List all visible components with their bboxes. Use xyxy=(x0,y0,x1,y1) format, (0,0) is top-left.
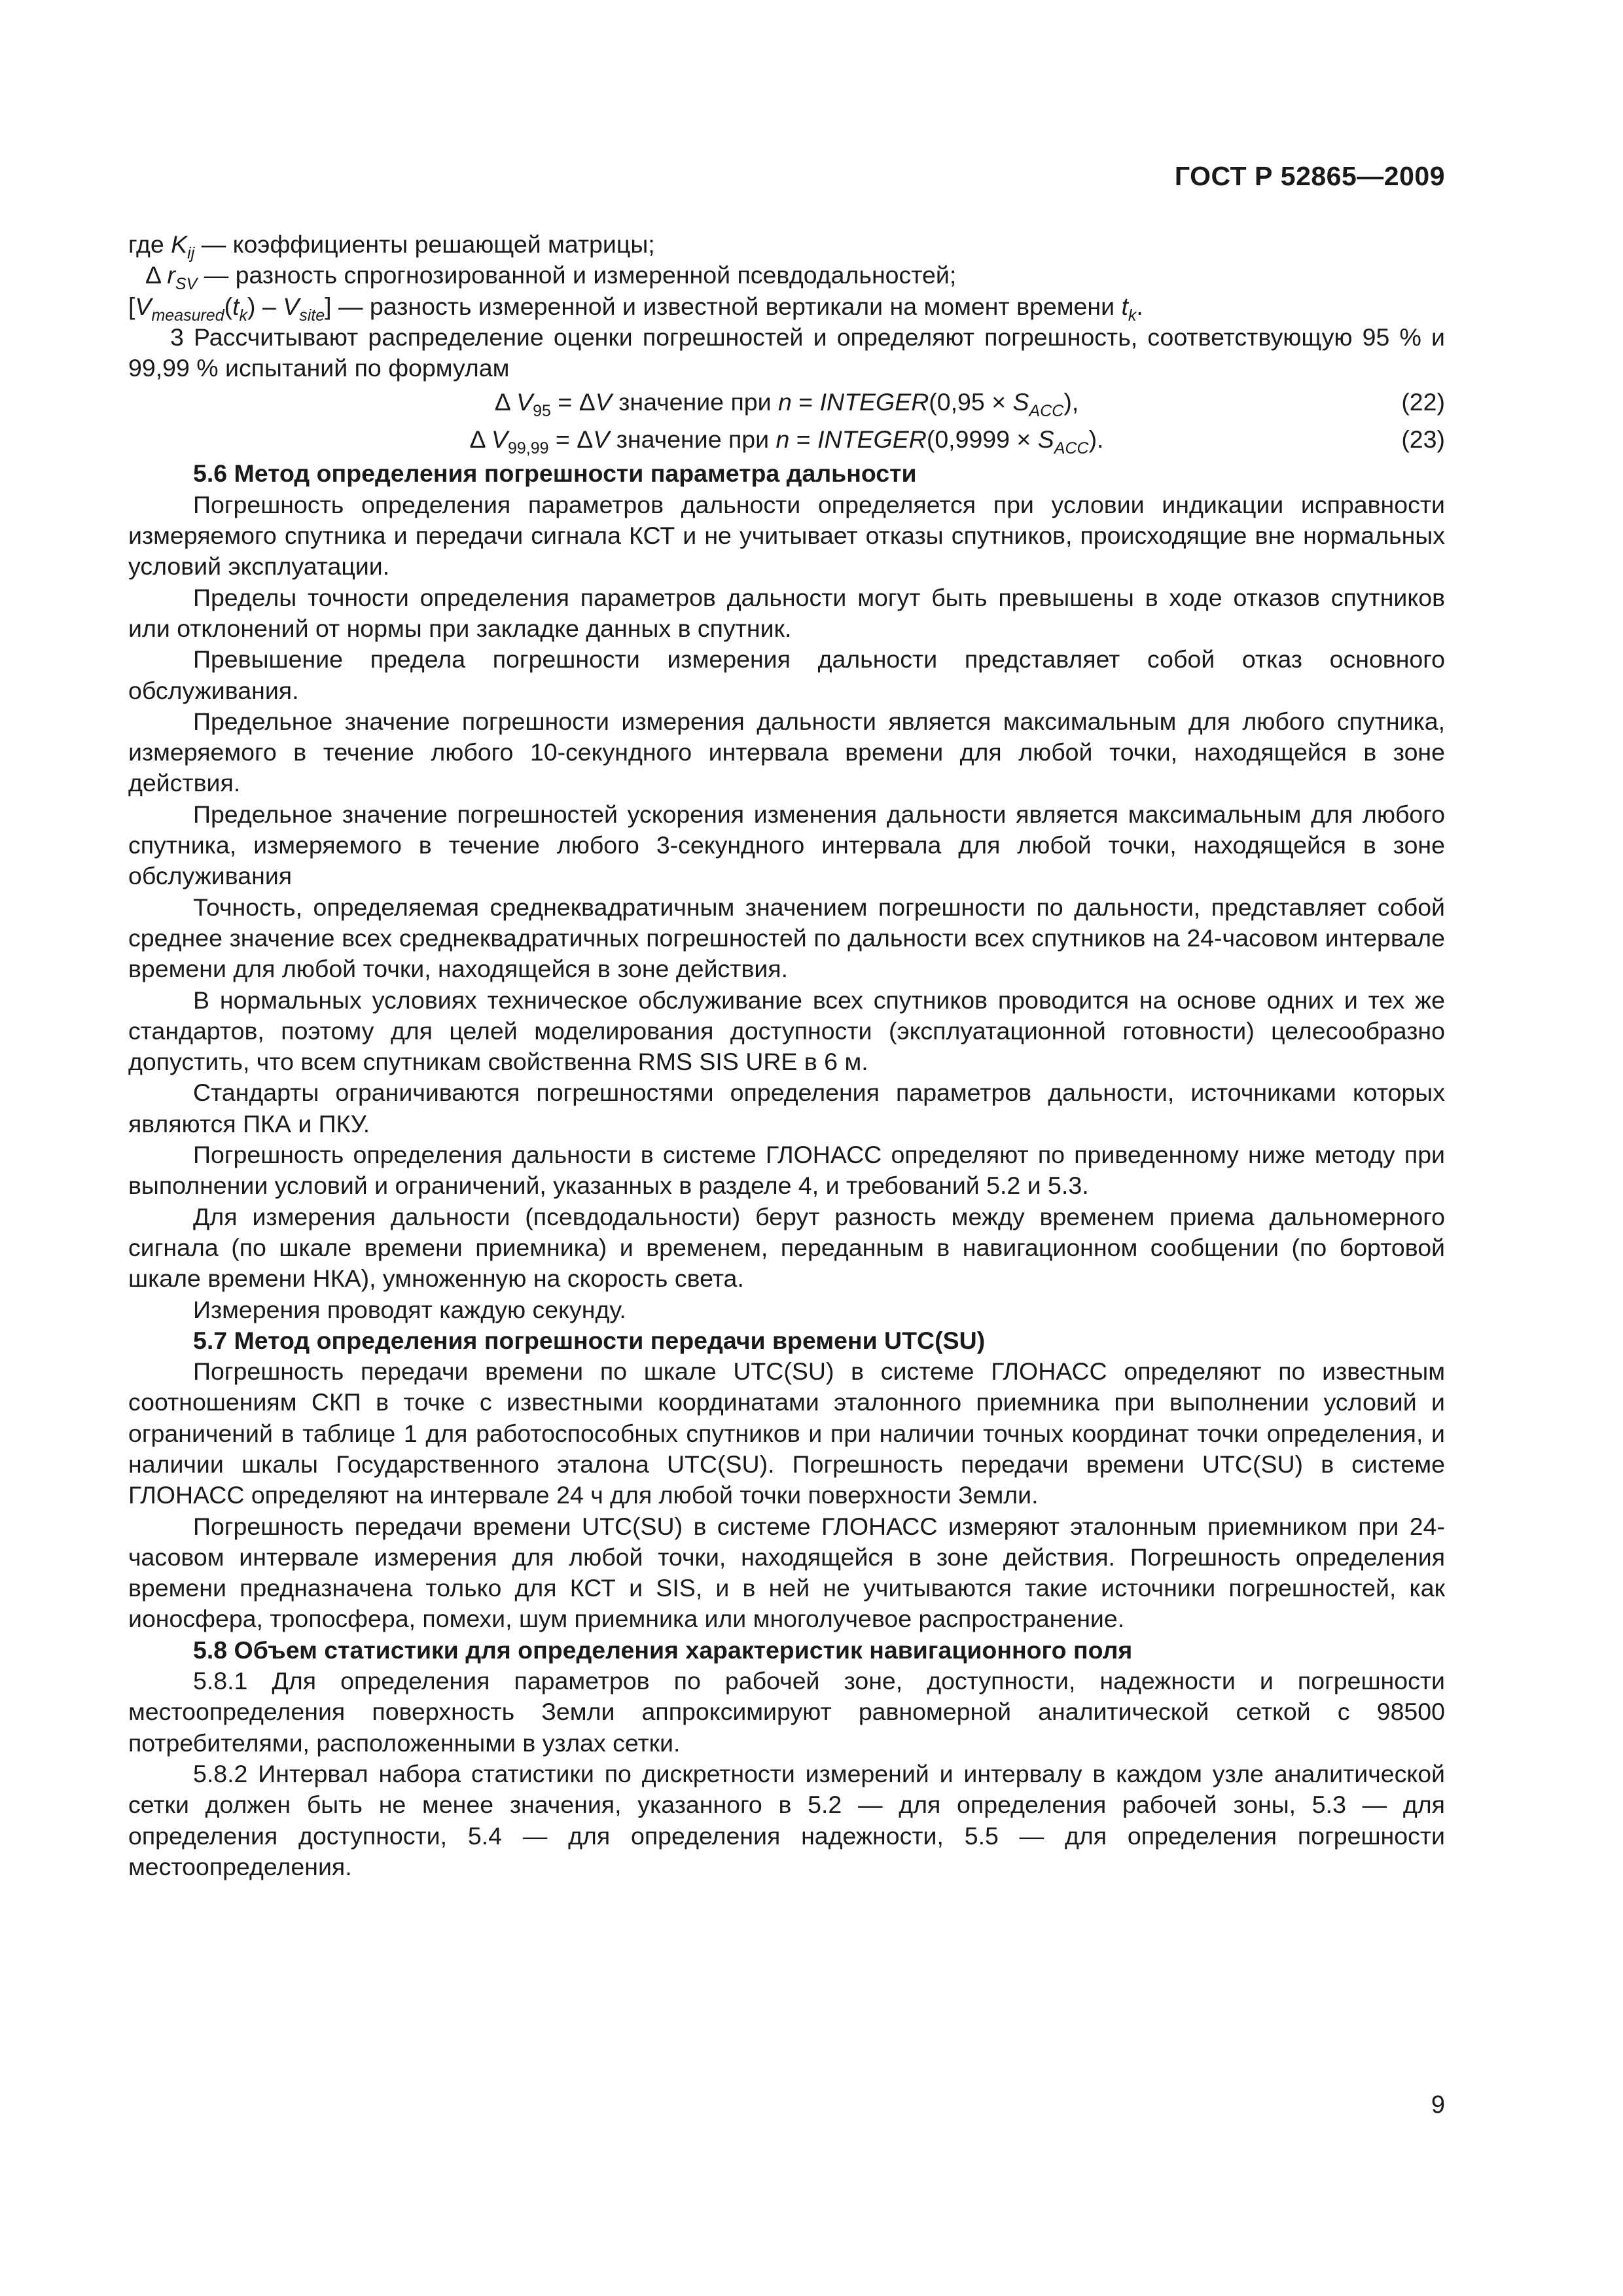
paragraph: Измерения проводят каждую секунду. xyxy=(193,1295,626,1323)
document-body xyxy=(128,229,1445,1882)
formula-22-number: (22) xyxy=(1401,388,1445,416)
formula-23-number: (23) xyxy=(1401,425,1445,454)
paragraph: 5.8.2 Интервал набора статистики по дискретности измерений и интервалу в каждом узле аналитической сетки должен быть не менее значения, указанного в 5.2 — для определения рабочей зоны, 5.3 — для определения доступности, 5.4 — для определения надежности, 5.5 — для определения погрешности местоопределения. xyxy=(128,1759,1445,1880)
intro-step-3: 3 Рассчитывают распределение оценки погрешностей и определяют погрешность, соответствующую 95 % и 99,99 % испытаний по формулам xyxy=(128,323,1445,382)
intro-line-vmeasured: $[V_{measured}(t_k) - V_{site}]$ — разность измеренной и известной вертикали на момент времени $t_k$. xyxy=(128,292,1143,325)
paragraph: Для измерения дальности (псевдодальности) берут разность между временем приема дальномерного сигнала (по шкале времени приемника) и временем, переданным в навигационном сообщении (по бортовой шкале времени НКА), умноженную на скорость света. xyxy=(128,1202,1445,1293)
page-number: 9 xyxy=(1431,2091,1445,2119)
paragraph: Погрешность определения параметров дальности определяется при условии индикации исправности измеряемого спутника и передачи сигнала КСТ и не учитывает отказы спутников, происходящие вне нормальных условий эксплуатации. xyxy=(128,490,1445,581)
paragraph: Предельное значение погрешностей ускорения изменения дальности является максимальным для любого спутника, измеряемого в течение любого 3-секундного интервала для любой точки, находящейся в зоне обслуживания xyxy=(128,800,1445,890)
paragraph: Превышение предела погрешности измерения дальности представляет собой отказ основного обслуживания. xyxy=(128,645,1445,704)
formula-22 xyxy=(128,384,1445,421)
formula-23-expression: Δ $V_{99,99} = \Delta V$ значение при n = INTEGER(0,9999 × $S_{ACC}$). xyxy=(469,425,1104,458)
intro-line-rsv: Δ $r_{SV}$ — разность спрогнозированной и измеренной псевдодальностей; xyxy=(145,261,957,294)
formula-23 xyxy=(128,421,1445,458)
paragraph: Предельное значение погрешности измерения дальности является максимальным для любого спутника, измеряемого в течение любого 10-секундного интервала времени для любой точки, находящейся в зоне действия. xyxy=(128,707,1445,797)
paragraph: Погрешность передачи времени UTC(SU) в системе ГЛОНАСС измеряют эталонным приемником при 24-часовом интервале измерения для любой точки, находящейся в зоне действия. Погрешность определения времени предназначена только для КСТ и SIS, и в ней не учитываются такие источники погрешностей, как ионосфера, тропосфера, помехи, шум приемника или многолучевое распространение. xyxy=(128,1512,1445,1633)
paragraph: Пределы точности определения параметров дальности могут быть превышены в ходе отказов спутников или отклонений от нормы при закладке данных в спутник. xyxy=(128,583,1445,642)
section-5-8-title: 5.8 Объем статистики для определения характеристик навигационного поля xyxy=(193,1636,1133,1664)
paragraph: Точность, определяемая среднеквадратичным значением погрешности по дальности, представляет собой среднее значение всех среднеквадратичных погрешностей по дальности всех спутников на 24-часовом интервале времени для любой точки, находящейся в зоне действия. xyxy=(128,893,1445,983)
section-5-7-title: 5.7 Метод определения погрешности передачи времени UTC(SU) xyxy=(193,1326,986,1354)
paragraph: 5.8.1 Для определения параметров по рабочей зоне, доступности, надежности и погрешности местоопределения поверхность Земли аппроксимируют равномерной аналитической сеткой с 98500 потребителями, расположенными в узлах сетки. xyxy=(128,1667,1445,1757)
document-number: ГОСТ Р 52865—2009 xyxy=(1174,161,1445,191)
formula-22-expression: Δ $V_{95} = \Delta V$ значение при n = INTEGER(0,95 × $S_{ACC}$), xyxy=(494,388,1079,421)
intro-line-kij: где $K_{ij}$ — коэффициенты решающей матрицы; xyxy=(128,230,655,262)
paragraph: Погрешность определения дальности в системе ГЛОНАСС определяют по приведенному ниже методу при выполнении условий и ограничений, указанных в разделе 4, и требований 5.2 и 5.3. xyxy=(128,1141,1445,1200)
paragraph: В нормальных условиях техническое обслуживание всех спутников проводится на основе одних и тех же стандартов, поэтому для целей моделирования доступности (эксплуатационной готовности) целесообразно допустить, что всем спутникам свойственна RMS SIS URE в 6 м. xyxy=(128,986,1445,1076)
paragraph: Стандарты ограничиваются погрешностями определения параметров дальности, источниками которых являются ПКА и ПКУ. xyxy=(128,1079,1445,1138)
section-5-6-title: 5.6 Метод определения погрешности параметра дальности xyxy=(193,459,917,488)
paragraph: Погрешность передачи времени по шкале UTC(SU) в системе ГЛОНАСС определяют по известным соотношениям СКП в точке с известными координатами эталонного приемника при выполнении условий и ограничений в таблице 1 для работоспособных спутников и при наличии точных координат точки определения, и наличии шкалы Государственного эталона UTC(SU). Погрешность передачи времени UTC(SU) в системе ГЛОНАСС определяют на интервале 24 ч для любой точки поверхности Земли. xyxy=(128,1357,1445,1509)
